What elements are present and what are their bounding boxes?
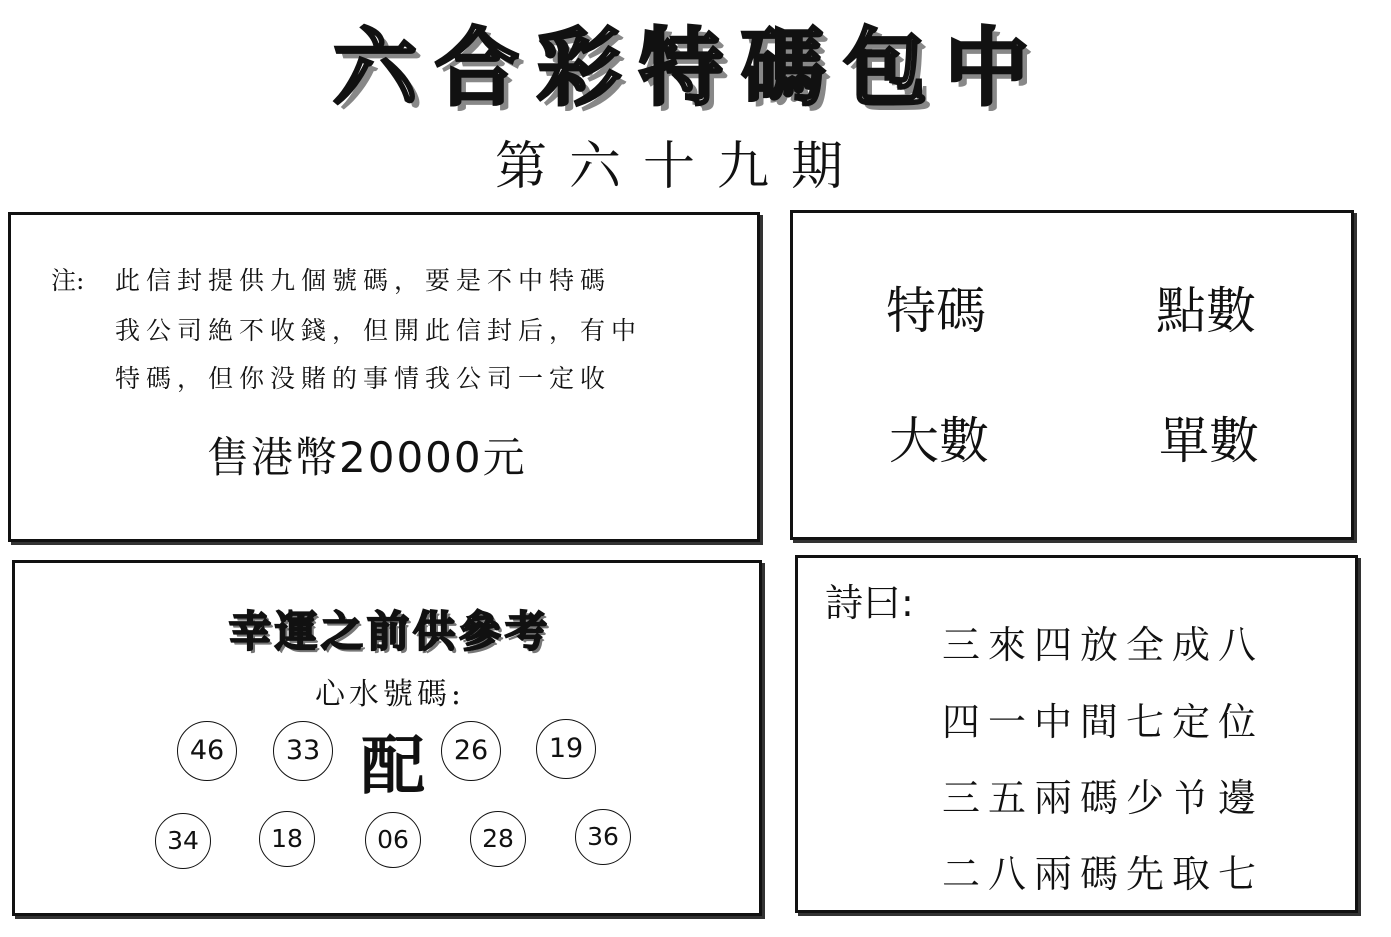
price-suffix: 元	[482, 433, 527, 482]
page-title: 六合彩特碼包中	[332, 18, 1047, 117]
number-ball: 19	[536, 719, 596, 779]
price-text	[207, 425, 527, 485]
notice-line: 特碼，但你没賭的事情我公司一定收	[115, 364, 612, 393]
lucky-numbers-box	[12, 560, 762, 916]
poem-line: 二八兩碼先取七	[942, 852, 1265, 896]
number-ball: 46	[177, 721, 237, 781]
poem-line: 三五兩碼少兯邊	[942, 776, 1265, 820]
price-prefix: 售港幣	[207, 433, 340, 482]
bet-type-points: 點數	[1156, 282, 1256, 340]
bet-types-box	[790, 210, 1354, 540]
lucky-subtitle: 心水號碼:	[314, 677, 466, 712]
number-ball: 18	[259, 811, 315, 867]
number-ball: 06	[365, 812, 421, 868]
notice-box	[8, 212, 760, 542]
number-ball: 28	[470, 811, 526, 867]
issue-number: 第六十九期	[494, 137, 865, 197]
bet-type-big: 大數	[889, 412, 989, 470]
notice-line: 此信封提供九個號碼，要是不中特碼	[115, 266, 612, 295]
poem-line: 四一中間七定位	[942, 700, 1265, 744]
price-amount: 20000	[339, 433, 483, 482]
poem-line: 三來四放全成八	[942, 623, 1265, 667]
poem-box	[795, 555, 1358, 913]
notice-label: 注:	[51, 266, 85, 295]
notice-line: 我公司絶不收錢，但開此信封后，有中	[115, 316, 643, 345]
number-ball: 33	[273, 721, 333, 781]
bet-type-odd: 單數	[1159, 412, 1259, 470]
number-ball: 26	[441, 721, 501, 781]
pair-mark: 配	[361, 729, 425, 804]
bet-type-special: 特碼	[886, 282, 986, 340]
number-ball: 34	[155, 813, 211, 869]
poem-label: 詩曰:	[825, 581, 914, 625]
number-ball: 36	[575, 809, 631, 865]
lucky-title: 幸運之前供參考	[228, 607, 551, 656]
